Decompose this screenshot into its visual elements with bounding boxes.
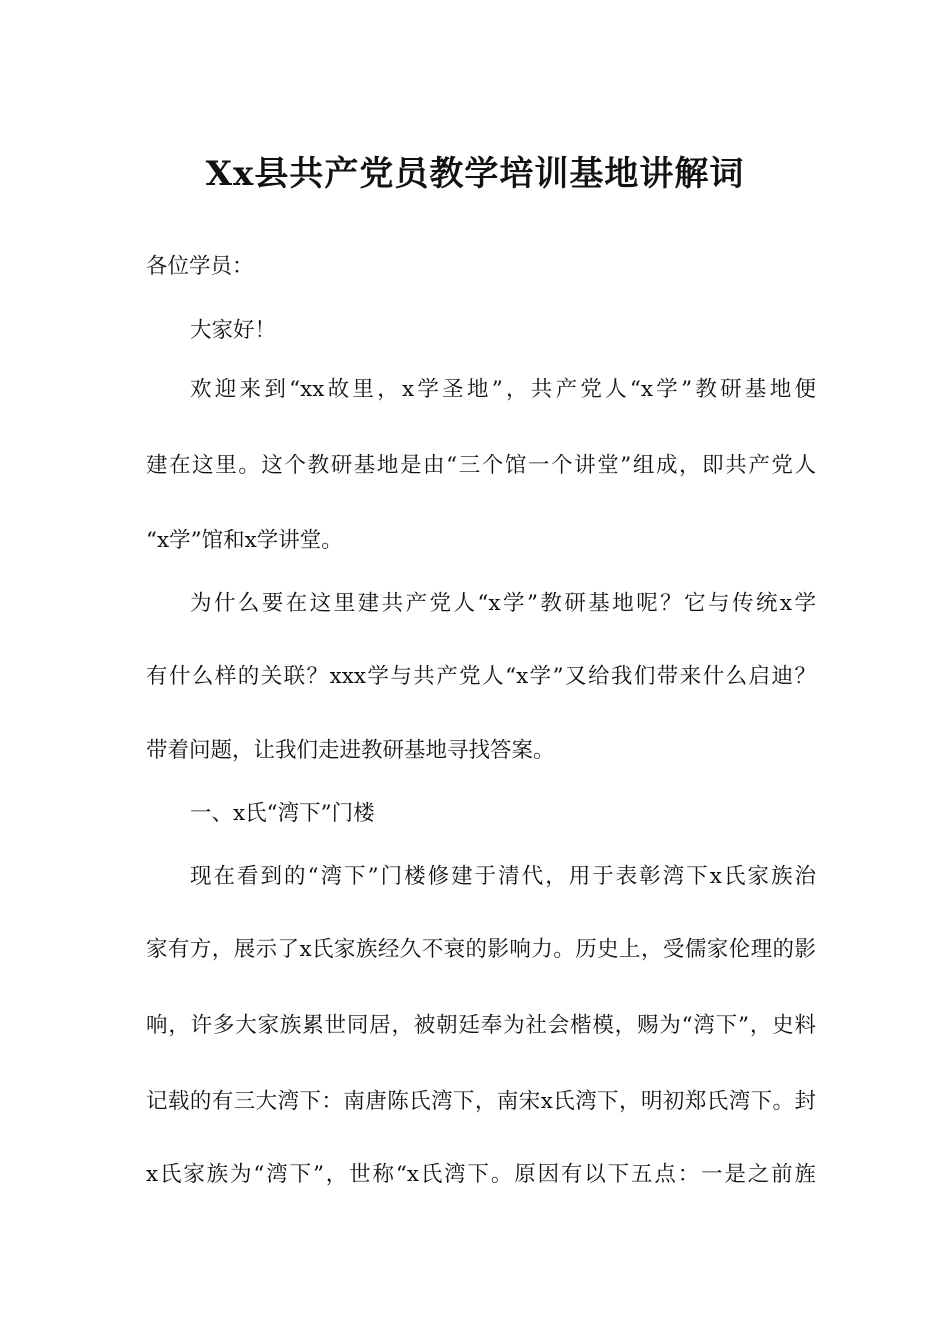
paragraph-line: 记载的有三大湾下：南唐陈氏湾下，南宋x氏湾下，明初郑氏湾下。封 bbox=[146, 1089, 816, 1114]
greeting: 大家好！ bbox=[190, 318, 277, 343]
paragraph-line: “x学”馆和x学讲堂。 bbox=[146, 528, 343, 553]
paragraph-line: 响，许多大家族累世同居，被朝廷奉为社会楷模，赐为“湾下”，史料 bbox=[146, 1013, 816, 1038]
paragraph-line: 家有方，展示了x氏家族经久不衰的影响力。历史上，受儒家伦理的影 bbox=[146, 937, 816, 962]
salutation: 各位学员： bbox=[146, 254, 254, 279]
paragraph-line: 建在这里。这个教研基地是由“三个馆一个讲堂”组成，即共产党人 bbox=[146, 453, 816, 478]
paragraph-line: 有什么样的关联？xxx学与共产党人“x学”又给我们带来什么启迪？ bbox=[146, 664, 816, 689]
paragraph-line: x氏家族为“湾下”，世称“x氏湾下。原因有以下五点：一是之前旌 bbox=[146, 1162, 816, 1187]
paragraph-line: 为什么要在这里建共产党人“x学”教研基地呢？它与传统x学 bbox=[190, 591, 816, 616]
paragraph-line: 现在看到的“湾下”门楼修建于清代，用于表彰湾下x氏家族治 bbox=[190, 864, 816, 889]
paragraph-line: 带着问题，让我们走进教研基地寻找答案。 bbox=[146, 738, 555, 763]
document-title: Xx县共产党员教学培训基地讲解词 bbox=[205, 154, 745, 194]
section-heading: 一、x氏“湾下”门楼 bbox=[190, 801, 375, 826]
paragraph-line: 欢迎来到“xx故里，x学圣地”，共产党人“x学”教研基地便 bbox=[190, 377, 816, 402]
